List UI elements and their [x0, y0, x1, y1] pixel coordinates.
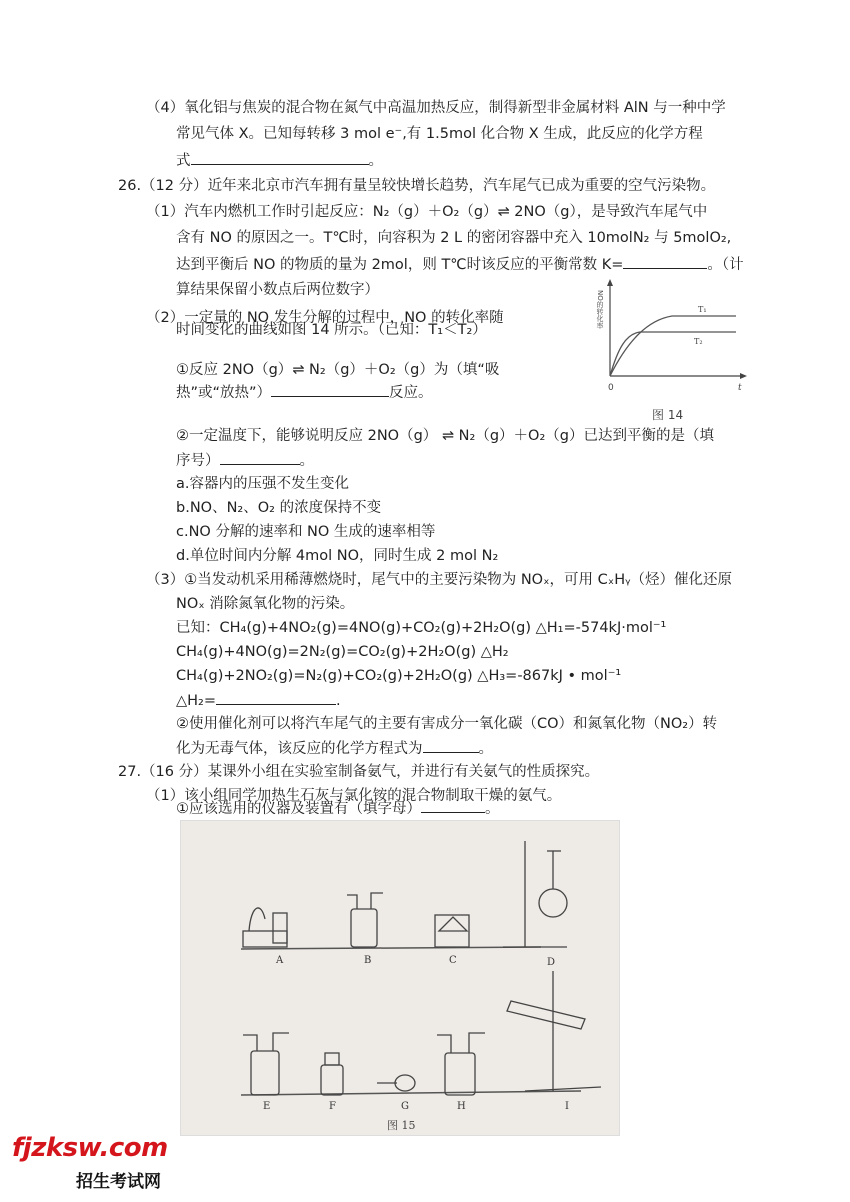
q4-answer-blank[interactable] [191, 150, 369, 165]
figure-15-apparatus [180, 820, 620, 1136]
apparatus-e [243, 1033, 289, 1095]
q4-line-2: 常见气体 X。已知每转移 3 mol e⁻,有 1.5mol 化合物 X 生成，此反应的化学方程 [176, 126, 703, 142]
equation-4-end: . [336, 693, 341, 709]
apparatus-c [435, 915, 469, 947]
q26-p2-b-line-2-end: 。 [299, 453, 314, 469]
curve-t1 [610, 316, 736, 376]
q27-header: 27.（16 分）某课外小组在实验室制备氨气，并进行有关氨气的性质探究。 [118, 764, 600, 780]
equation-3: CH₄(g)+2NO₂(g)=N₂(g)+CO₂(g)+2H₂O(g) △H₃=-867kJ • mol⁻¹ [176, 668, 622, 684]
label-a: A [276, 955, 284, 966]
chart-xlabel: t [738, 383, 742, 393]
equation-4-text: △H₂= [176, 693, 217, 709]
label-f: F [329, 1101, 336, 1112]
dh2-blank[interactable] [216, 690, 336, 705]
q27-p1-a [176, 798, 500, 819]
equation-2: CH₄(g)+4NO(g)=2N₂(g)=CO₂(g)+2H₂O(g) △H₂ [176, 644, 509, 660]
curve-t1-label: T₁ [698, 305, 707, 314]
q26-p1-line-3-end: 。（计 [707, 257, 744, 273]
q26-heat-blank[interactable] [271, 382, 389, 397]
q27-p1-a-end: 。 [485, 801, 500, 817]
chart-origin: 0 [608, 383, 614, 393]
equation-4 [176, 690, 341, 711]
apparatus-i [507, 971, 601, 1091]
q26-p1-line-3 [176, 254, 744, 275]
option-a: a.容器内的压强不发生变化 [176, 476, 349, 492]
q26-p2-line-1: （2）一定量的 NO 发生分解的过程中，NO 的转化率随 [146, 310, 504, 326]
apparatus-h [437, 1033, 485, 1095]
q26-p3-line-1: （3）①当发动机采用稀薄燃烧时，尾气中的主要污染物为 NOₓ，可用 CₓHᵧ（烃）催化还原 [146, 572, 733, 588]
q26-equation-blank[interactable] [423, 738, 479, 753]
q26-p3-b-line-2 [176, 738, 493, 759]
q26-p1-line-2: 含有 NO 的原因之一。T℃时，向容积为 2 L 的密闭容器中充入 10molN₂ 与 5molO₂, [176, 230, 732, 246]
figure-14-chart [588, 278, 748, 420]
label-d: D [547, 957, 556, 968]
q26-p1-line-4: 算结果保留小数点后两位数字） [176, 282, 379, 298]
curve-t2-label: T₂ [694, 337, 703, 346]
q27-p1-a-text: ①应该选用的仪器及装置有（填字母） [176, 801, 421, 817]
q26-p2-b-line-2-text: 序号） [176, 453, 220, 469]
logo-main-text: fjzksw.com [12, 1133, 168, 1163]
option-d: d.单位时间内分解 4mol NO，同时生成 2 mol N₂ [176, 548, 499, 564]
label-g: G [401, 1101, 409, 1112]
logo-sub-text: 招生考试网 [76, 1172, 161, 1192]
q26-p2-a-line-2-end: 反应。 [389, 385, 433, 401]
q26-k-blank[interactable] [623, 254, 707, 269]
chart-ylabel: NO的转化率 [596, 290, 604, 329]
q4-line-1: （4）氧化铝与焦炭的混合物在氮气中高温加热反应，制得新型非金属材料 AlN 与一种中学 [146, 100, 726, 116]
bottom-shelf-line [241, 1091, 581, 1095]
label-h: H [457, 1101, 466, 1112]
y-axis-arrow [607, 279, 613, 286]
q26-p1-line-3-text: 达到平衡后 NO 的物质的量为 2mol，则 T℃时该反应的平衡常数 K= [176, 257, 624, 273]
q26-p2-b-line-1: ②一定温度下，能够说明反应 2NO（g） ⇌ N₂（g）＋O₂（g）已达到平衡的是（填 [176, 428, 714, 444]
q26-header: 26.（12 分）近年来北京市汽车拥有量呈较快增长趋势，汽车尾气已成为重要的空气污染物。 [118, 178, 716, 194]
q26-equilibrium-blank[interactable] [220, 450, 300, 465]
option-b: b.NO、N₂、O₂ 的浓度保持不变 [176, 500, 382, 516]
q26-p2-a-line-1: ①反应 2NO（g）⇌ N₂（g）＋O₂（g）为（填“吸 [176, 362, 500, 378]
figure-14-caption: 图 14 [652, 408, 684, 422]
q4-line-3 [176, 150, 383, 171]
q26-p3-line-2: NOₓ 消除氮氧化物的污染。 [176, 596, 355, 612]
x-axis-arrow [740, 373, 747, 379]
apparatus-g [377, 1075, 415, 1091]
q27-apparatus-blank[interactable] [421, 798, 485, 813]
label-i: I [565, 1101, 569, 1112]
q26-p3-b-line-2-end: 。 [478, 741, 493, 757]
q26-p3-b-line-2-text: 化为无毒气体，该反应的化学方程式为 [176, 741, 423, 757]
q26-p2-a-line-2 [176, 382, 433, 403]
apparatus-d [503, 841, 567, 947]
equation-1: 已知：CH₄(g)+4NO₂(g)=4NO(g)+CO₂(g)+2H₂O(g) △H₁=-574kJ·mol⁻¹ [176, 620, 667, 636]
apparatus-b [347, 893, 383, 947]
apparatus-drawing [181, 821, 619, 1135]
label-c: C [449, 955, 457, 966]
q26-p2-a-line-2-text: 热”或“放热”） [176, 385, 272, 401]
q26-p3-b-line-1: ②使用催化剂可以将汽车尾气的主要有害成分一氧化碳（CO）和氮氧化物（NO₂）转 [176, 716, 718, 732]
apparatus-f [321, 1053, 343, 1095]
label-b: B [364, 955, 372, 966]
figure-15-caption: 图 15 [387, 1119, 416, 1132]
q26-p2-line-2: 时间变化的曲线如图 14 所示。（已知：T₁＜T₂） [176, 322, 487, 338]
apparatus-a [243, 908, 287, 947]
q4-line-3-text: 式 [176, 153, 191, 169]
label-e: E [263, 1101, 271, 1112]
option-c: c.NO 分解的速率和 NO 生成的速率相等 [176, 524, 436, 540]
curve-t2 [610, 332, 736, 376]
q26-p1-line-1: （1）汽车内燃机工作时引起反应：N₂（g）＋O₂（g）⇌ 2NO（g），是导致汽车尾气中 [146, 204, 708, 220]
q26-p2-b-line-2 [176, 450, 314, 471]
site-logo[interactable] [12, 1133, 168, 1192]
q27-p1: （1）该小组同学加热生石灰与氯化铵的混合物制取干燥的氨气。 [146, 788, 562, 804]
q4-line-3-end: 。 [368, 153, 383, 169]
